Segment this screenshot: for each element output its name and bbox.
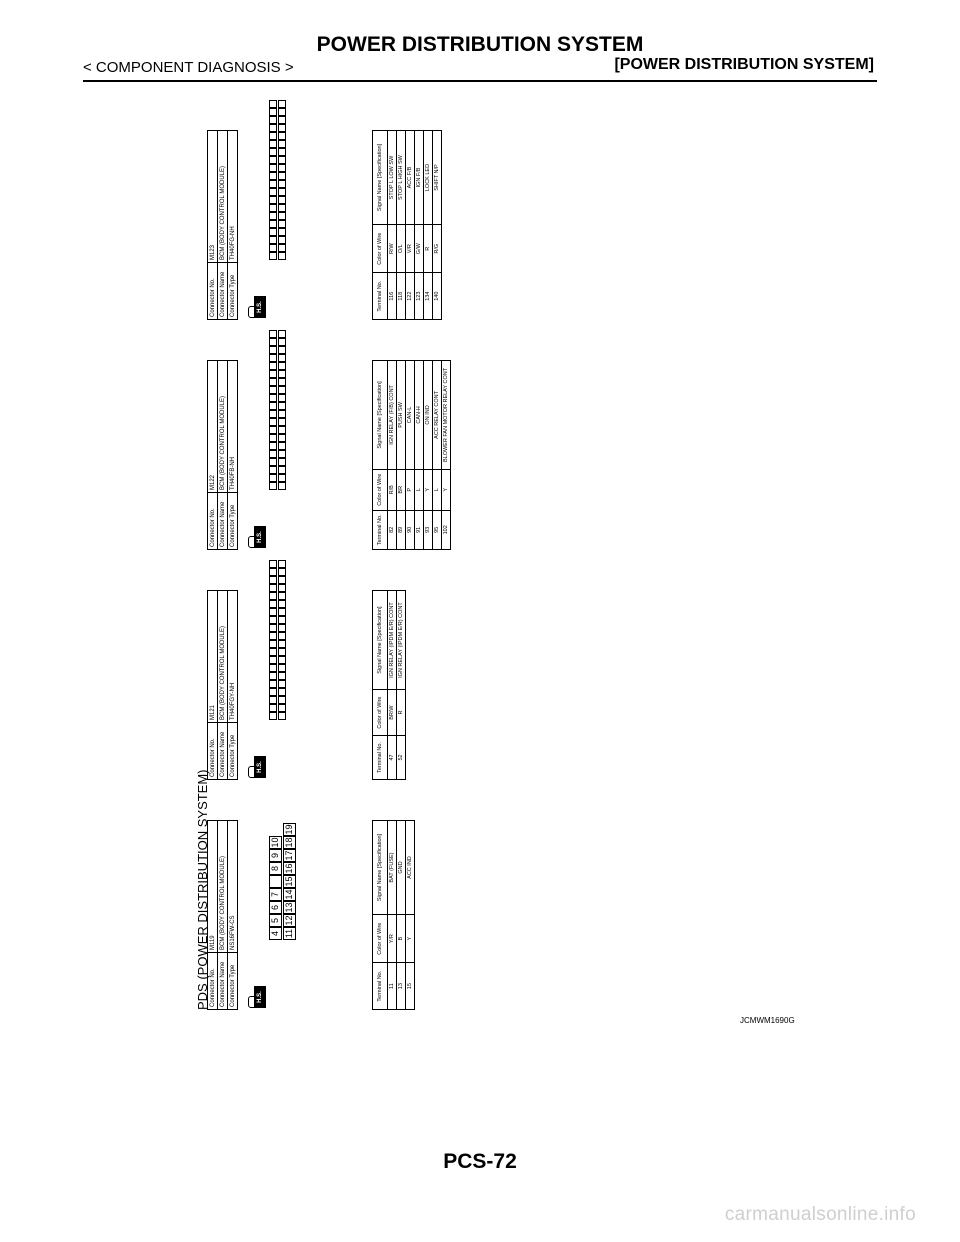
connector-pin — [278, 244, 286, 252]
col-signal: Signal Name [Specification] — [373, 361, 388, 470]
col-color: Color of Wire — [373, 225, 388, 273]
connector-face — [269, 824, 297, 940]
connector-pin: 18 — [284, 837, 294, 848]
connector-pin — [269, 402, 277, 410]
connector-info-table — [207, 130, 238, 320]
wire-color: R/W — [388, 225, 397, 273]
connector-pin: 16 — [284, 863, 294, 874]
connector-block — [207, 360, 449, 550]
connector-pin — [278, 394, 286, 402]
signal-name: CAN-L — [406, 361, 415, 470]
connector-pin — [278, 108, 286, 116]
connector-pin — [269, 442, 277, 450]
signal-name: PUSH SW — [397, 361, 406, 470]
terminal-no: 47 — [388, 735, 397, 779]
connector-pin — [269, 204, 277, 212]
signal-name: GND — [397, 821, 406, 915]
terminal-no: 90 — [406, 510, 415, 549]
connector-pin — [269, 458, 277, 466]
connector-pin — [269, 220, 277, 228]
connector-pin — [278, 482, 286, 490]
connector-pin — [269, 576, 277, 584]
connector-pin — [269, 108, 277, 116]
table-row — [397, 821, 406, 1010]
connector-name: BCM (BODY CONTROL MODULE) — [218, 131, 228, 263]
connector-pin: 19 — [284, 824, 294, 835]
wire-color: R/B — [388, 469, 397, 510]
table-row — [415, 131, 424, 320]
connector-pin — [278, 228, 286, 236]
connector-pin: 9 — [269, 849, 282, 862]
terminal-no: 13 — [397, 963, 406, 1010]
connector-pin — [269, 338, 277, 346]
connector-name: BCM (BODY CONTROL MODULE) — [218, 821, 228, 953]
signal-name: LOCK LED — [424, 131, 433, 225]
signal-name: STOP L HIGH SW — [397, 131, 406, 225]
connector-pin — [269, 370, 277, 378]
col-color: Color of Wire — [373, 690, 388, 736]
col-signal: Signal Name [Specification] — [373, 131, 388, 225]
connector-pin — [269, 704, 277, 712]
connector-pin — [278, 236, 286, 244]
connector-pin — [278, 402, 286, 410]
signal-table — [372, 130, 442, 320]
wire-color: P — [406, 469, 415, 510]
connector-block — [207, 590, 404, 780]
wire-color: Y — [442, 469, 451, 510]
wire-color: R — [424, 225, 433, 273]
connector-info-table — [207, 820, 238, 1010]
connector-no: M119 — [208, 821, 218, 953]
signal-name: ACC F/B — [406, 131, 415, 225]
connector-pin — [269, 418, 277, 426]
connector-pin — [269, 616, 277, 624]
connector-pin — [278, 568, 286, 576]
connector-pin — [278, 410, 286, 418]
connector-pin — [278, 560, 286, 568]
connector-pin — [269, 696, 277, 704]
connector-pin — [278, 188, 286, 196]
terminal-no: 123 — [415, 273, 424, 320]
connector-pin — [278, 608, 286, 616]
wire-color: O/L — [397, 225, 406, 273]
system-title: PDS (POWER DISTRIBUTION SYSTEM) — [195, 769, 210, 1010]
connector-pin — [269, 632, 277, 640]
connector-pin — [269, 466, 277, 474]
connector-pin — [269, 188, 277, 196]
watermark: carmanualsonline.info — [724, 1204, 916, 1225]
connector-pin — [269, 624, 277, 632]
connector-pin — [278, 418, 286, 426]
label-connector-no: Connector No. — [208, 953, 218, 1010]
terminal-no: 102 — [442, 510, 451, 549]
signal-name: IGN F/B — [415, 131, 424, 225]
connector-pin — [278, 474, 286, 482]
connector-pin — [269, 212, 277, 220]
table-row — [397, 591, 406, 780]
connector-type: TH40FG-NH — [228, 131, 238, 263]
figure-id: JCMWM1690G — [740, 1016, 795, 1025]
connector-pin — [269, 330, 277, 338]
terminal-no: 91 — [415, 510, 424, 549]
connector-pin — [269, 378, 277, 386]
connector-pin — [269, 252, 277, 260]
connector-pin — [269, 148, 277, 156]
connector-pin — [269, 116, 277, 124]
connector-type: TH40FGY-NH — [228, 591, 238, 723]
connector-pin: 10 — [270, 837, 280, 848]
connector-pin — [278, 672, 286, 680]
connector-pin — [278, 616, 286, 624]
table-row — [388, 361, 397, 550]
connector-pin — [269, 680, 277, 688]
connector-pin — [278, 386, 286, 394]
signal-name: BLOWER FAN MOTOR RELAY CONT — [442, 361, 451, 470]
connector-pin — [278, 338, 286, 346]
connector-pin — [269, 410, 277, 418]
connector-pin — [269, 346, 277, 354]
connector-face — [269, 561, 286, 720]
connector-pin — [269, 180, 277, 188]
label-connector-name: Connector Name — [218, 263, 228, 320]
connector-pin — [278, 704, 286, 712]
signal-table — [372, 590, 406, 780]
table-row — [415, 361, 424, 550]
connector-pin — [278, 696, 286, 704]
connector-pin — [269, 164, 277, 172]
connector-pin: 14 — [284, 889, 294, 900]
connector-face — [269, 101, 286, 260]
connector-pin — [278, 656, 286, 664]
connector-pin — [269, 584, 277, 592]
connector-pin — [278, 172, 286, 180]
page-number: PCS-72 — [443, 1150, 517, 1173]
terminal-no: 118 — [397, 273, 406, 320]
table-row — [388, 821, 397, 1010]
connector-pin — [269, 434, 277, 442]
connector-pin — [269, 124, 277, 132]
table-row — [406, 821, 415, 1010]
table-row — [406, 131, 415, 320]
hs-icon: H.S. — [248, 980, 266, 1008]
connector-pin — [278, 450, 286, 458]
signal-name: STOP L LOW SW — [388, 131, 397, 225]
wire-color: R — [397, 690, 406, 736]
connector-pin — [269, 664, 277, 672]
connector-name: BCM (BODY CONTROL MODULE) — [218, 591, 228, 723]
connector-info-table — [207, 590, 238, 780]
connector-pin — [269, 688, 277, 696]
connector-face — [269, 331, 286, 490]
col-color: Color of Wire — [373, 469, 388, 510]
connector-no: M122 — [208, 361, 218, 493]
wire-color: B — [397, 915, 406, 963]
connector-pin: 8 — [269, 862, 282, 875]
connector-no: M121 — [208, 591, 218, 723]
connector-pin — [278, 584, 286, 592]
hs-icon: H.S. — [248, 290, 266, 318]
connector-pin — [269, 196, 277, 204]
label-connector-type: Connector Type — [228, 493, 238, 550]
signal-name: ACC RELAY CONT — [433, 361, 442, 470]
connector-pin — [278, 252, 286, 260]
connector-pin: 15 — [284, 876, 294, 887]
connector-pin — [278, 640, 286, 648]
connector-info-table — [207, 360, 238, 550]
connector-pin — [269, 244, 277, 252]
connector-pin — [278, 196, 286, 204]
connector-pin — [278, 362, 286, 370]
wire-color: G/W — [415, 225, 424, 273]
connector-pin — [278, 458, 286, 466]
table-row — [442, 361, 451, 550]
connector-pin — [269, 140, 277, 148]
connector-pin — [278, 140, 286, 148]
terminal-no: 140 — [433, 273, 442, 320]
connector-pin — [278, 212, 286, 220]
connector-pin — [278, 378, 286, 386]
connector-pin: 5 — [269, 914, 282, 927]
connector-pin — [278, 426, 286, 434]
section-tag: [POWER DISTRIBUTION SYSTEM] — [614, 56, 874, 73]
connector-type: TH40FB-NH — [228, 361, 238, 493]
connector-pin — [269, 132, 277, 140]
signal-name: BAT (FUSE) — [388, 821, 397, 915]
connector-pin — [269, 592, 277, 600]
connector-pin — [269, 394, 277, 402]
connector-pin — [269, 100, 277, 108]
connector-pin — [278, 132, 286, 140]
connector-pin — [269, 386, 277, 394]
connector-pin — [269, 354, 277, 362]
label-connector-type: Connector Type — [228, 263, 238, 320]
col-color: Color of Wire — [373, 915, 388, 963]
connector-pin — [278, 600, 286, 608]
connector-pin: 17 — [284, 850, 294, 861]
table-row — [433, 361, 442, 550]
connector-pin — [269, 608, 277, 616]
col-signal: Signal Name [Specification] — [373, 591, 388, 690]
header-rule — [83, 80, 877, 82]
connector-pin — [278, 124, 286, 132]
connector-pin — [269, 712, 277, 720]
connector-type: NS16FW-CS — [228, 821, 238, 953]
signal-name: ON IND — [424, 361, 433, 470]
connector-pin — [269, 362, 277, 370]
connector-pin — [278, 648, 286, 656]
col-terminal: Terminal No. — [373, 510, 388, 549]
wire-color: Y/R — [388, 915, 397, 963]
table-row — [388, 131, 397, 320]
connector-pin — [269, 648, 277, 656]
connector-pin — [278, 712, 286, 720]
signal-name: IGN RELAY (F/B) CONT — [388, 361, 397, 470]
table-row — [406, 361, 415, 550]
page-title: POWER DISTRIBUTION SYSTEM — [316, 33, 644, 56]
col-signal: Signal Name [Specification] — [373, 821, 388, 915]
connector-pin — [278, 592, 286, 600]
label-connector-no: Connector No. — [208, 263, 218, 320]
terminal-no: 134 — [424, 273, 433, 320]
label-connector-name: Connector Name — [218, 953, 228, 1010]
terminal-no: 15 — [406, 963, 415, 1010]
section-breadcrumb: < COMPONENT DIAGNOSIS > — [83, 59, 294, 76]
connector-figure — [195, 100, 835, 1010]
connector-name: BCM (BODY CONTROL MODULE) — [218, 361, 228, 493]
table-row — [388, 591, 397, 780]
connector-pin — [269, 426, 277, 434]
label-connector-name: Connector Name — [218, 723, 228, 780]
connector-block — [207, 130, 440, 320]
wire-color: Y — [406, 915, 415, 963]
terminal-no: 122 — [406, 273, 415, 320]
connector-pin: 7 — [269, 888, 282, 901]
connector-pin — [278, 434, 286, 442]
hs-icon: H.S. — [248, 520, 266, 548]
signal-table — [372, 820, 415, 1010]
connector-pin: 13 — [284, 902, 294, 913]
connector-pin — [269, 560, 277, 568]
label-connector-name: Connector Name — [218, 493, 228, 550]
label-connector-type: Connector Type — [228, 953, 238, 1010]
wire-color: R/G — [433, 225, 442, 273]
signal-name: IGN RELAY (IPDM E/R) CONT — [388, 591, 397, 690]
wire-color: Y — [424, 469, 433, 510]
connector-pin — [278, 346, 286, 354]
col-terminal: Terminal No. — [373, 735, 388, 779]
connector-pin — [269, 640, 277, 648]
terminal-no: 93 — [424, 510, 433, 549]
connector-pin — [278, 370, 286, 378]
connector-pin — [269, 450, 277, 458]
connector-pin — [278, 180, 286, 188]
connector-pin — [278, 156, 286, 164]
wire-color: L — [433, 469, 442, 510]
connector-pin — [269, 875, 282, 888]
signal-name: CAN-H — [415, 361, 424, 470]
terminal-no: 89 — [397, 510, 406, 549]
signal-name: SHIFT N/P — [433, 131, 442, 225]
connector-block — [207, 820, 413, 1010]
wire-color: L — [415, 469, 424, 510]
connector-pin — [278, 576, 286, 584]
connector-pin — [278, 164, 286, 172]
label-connector-no: Connector No. — [208, 493, 218, 550]
table-row — [397, 131, 406, 320]
connector-pin — [269, 600, 277, 608]
signal-table — [372, 360, 451, 550]
table-row — [424, 361, 433, 550]
connector-pin — [278, 680, 286, 688]
col-terminal: Terminal No. — [373, 963, 388, 1010]
terminal-no: 11 — [388, 963, 397, 1010]
label-connector-type: Connector Type — [228, 723, 238, 780]
terminal-no: 82 — [388, 510, 397, 549]
wire-color: BR/W — [388, 690, 397, 736]
connector-pin: 12 — [284, 915, 294, 926]
connector-pin — [269, 568, 277, 576]
connector-pin — [278, 624, 286, 632]
terminal-no: 116 — [388, 273, 397, 320]
table-row — [424, 131, 433, 320]
table-row — [433, 131, 442, 320]
connector-pin — [269, 236, 277, 244]
rotated-figure — [195, 100, 449, 1010]
connector-pin — [278, 100, 286, 108]
connector-pin — [269, 656, 277, 664]
connector-pin — [269, 156, 277, 164]
table-row — [397, 361, 406, 550]
connector-pin — [269, 482, 277, 490]
signal-name: ACC IND — [406, 821, 415, 915]
connector-pin — [278, 442, 286, 450]
connector-pin: 4 — [269, 927, 282, 940]
label-connector-no: Connector No. — [208, 723, 218, 780]
connector-pin — [278, 466, 286, 474]
connector-pin — [269, 172, 277, 180]
connector-pin — [278, 632, 286, 640]
connector-pin: 6 — [269, 901, 282, 914]
connector-pin — [269, 228, 277, 236]
hs-icon: H.S. — [248, 750, 266, 778]
connector-pin — [269, 474, 277, 482]
connector-pin — [278, 220, 286, 228]
connector-pin — [278, 148, 286, 156]
connector-pin: 11 — [284, 928, 294, 939]
col-terminal: Terminal No. — [373, 273, 388, 320]
terminal-no: 95 — [433, 510, 442, 549]
wire-color: BR — [397, 469, 406, 510]
signal-name: IGN RELAY (IPDM E/R) CONT — [397, 591, 406, 690]
connector-pin — [278, 688, 286, 696]
wire-color: V/R — [406, 225, 415, 273]
connector-pin — [269, 672, 277, 680]
connector-pin — [278, 116, 286, 124]
connector-no: M123 — [208, 131, 218, 263]
connector-pin — [278, 354, 286, 362]
terminal-no: 52 — [397, 735, 406, 779]
connector-pin — [278, 330, 286, 338]
connector-pin — [278, 664, 286, 672]
connector-pin — [278, 204, 286, 212]
